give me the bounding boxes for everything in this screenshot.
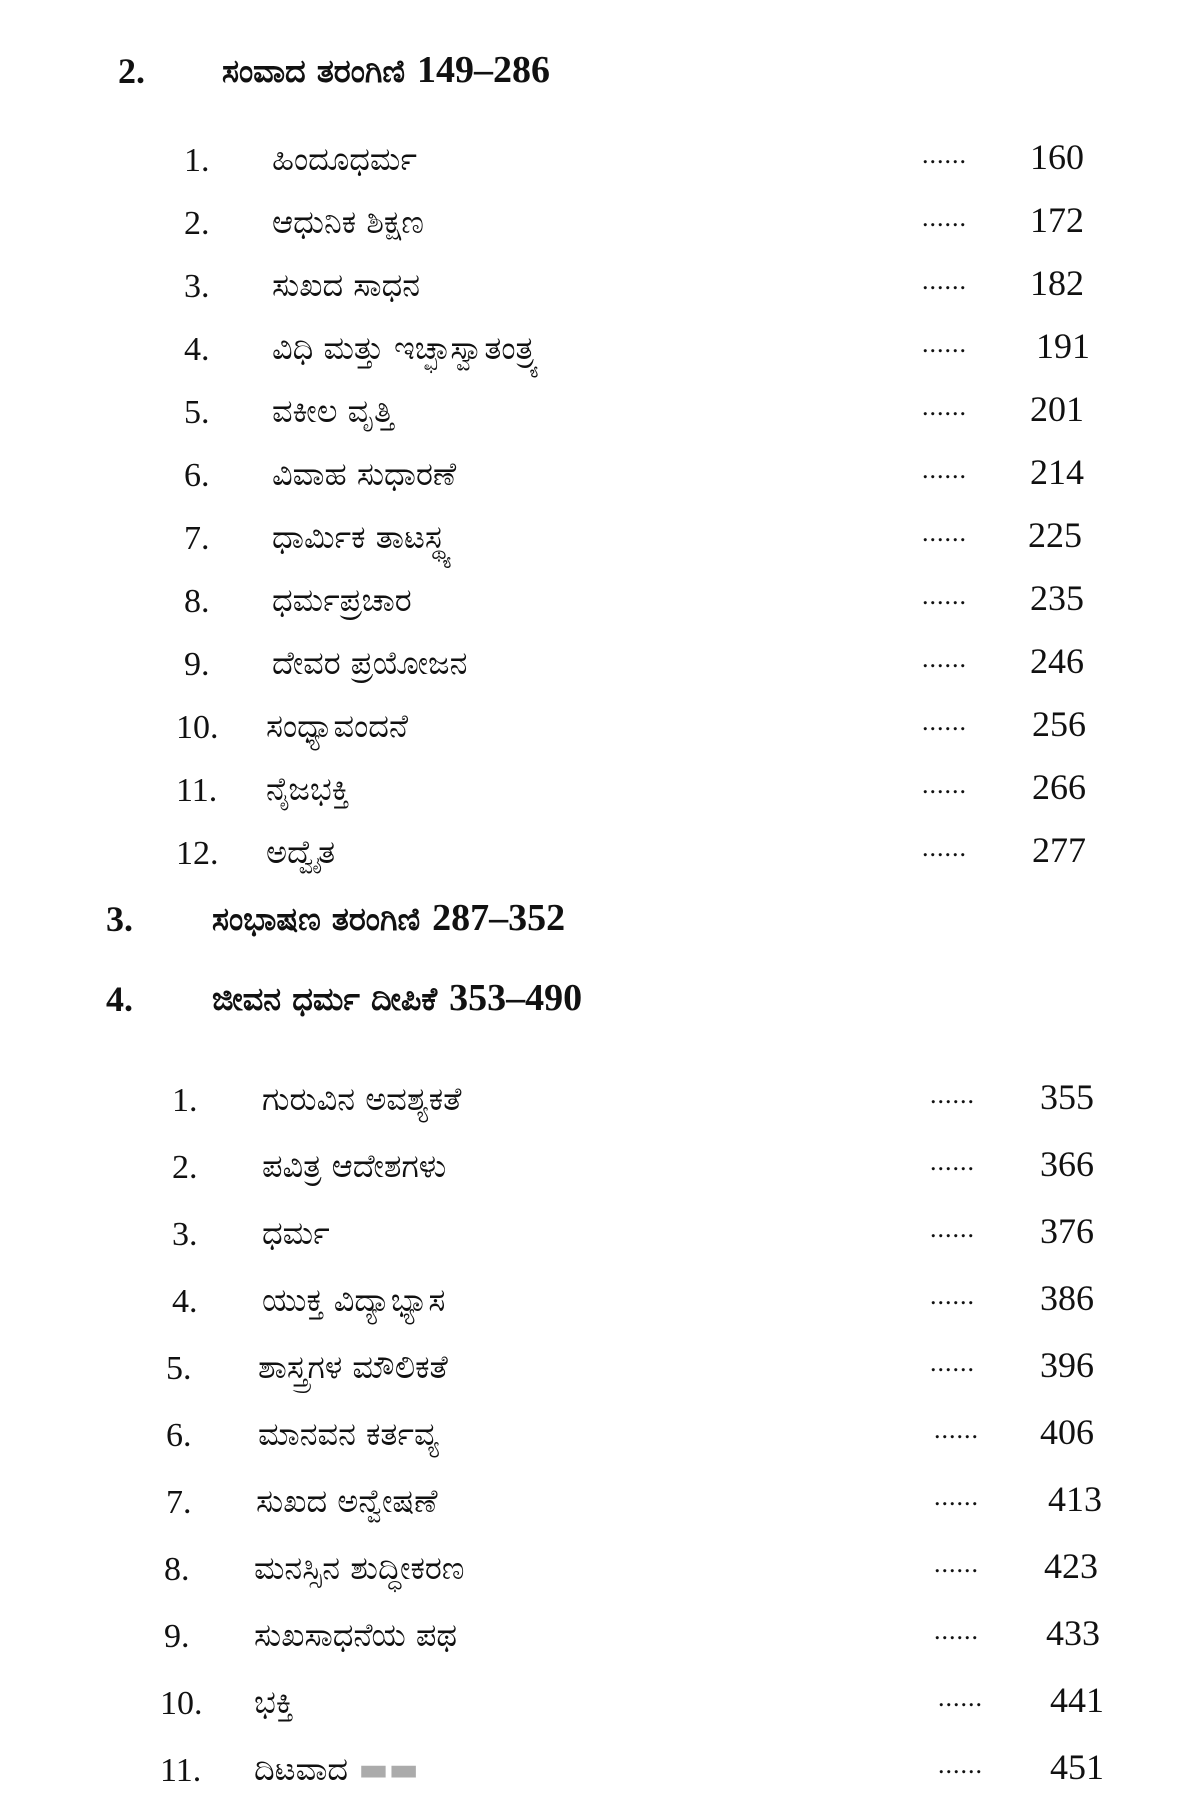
entry-number: 9. xyxy=(184,646,210,683)
leader-dots: ...... xyxy=(934,1482,979,1511)
section-page-range: 149–286 xyxy=(417,49,551,91)
leader-dots: ...... xyxy=(922,833,967,862)
entry-page-number: 201 xyxy=(1030,389,1084,429)
entry-number: 12. xyxy=(176,835,219,872)
entry-page-number: 235 xyxy=(1030,578,1084,618)
entry-number: 11. xyxy=(160,1752,202,1789)
list-item xyxy=(0,1738,1200,1805)
entry-number: 6. xyxy=(166,1417,192,1454)
section-entries xyxy=(0,128,1200,884)
section-title xyxy=(212,896,565,940)
entry-number: 7. xyxy=(184,520,210,557)
section-2 xyxy=(0,40,1200,884)
entry-page-number: 225 xyxy=(1028,515,1082,555)
entry-title: ಭಕ್ತಿ xyxy=(254,1683,294,1721)
section-number: 3. xyxy=(106,899,133,939)
entry-number: 3. xyxy=(172,1216,198,1253)
list-item xyxy=(0,695,1200,758)
entry-number: 11. xyxy=(176,772,218,809)
entry-title: ಸುಖದ ಅನ್ವೇಷಣೆ xyxy=(256,1482,438,1520)
entry-title: ನೈಜಭಕ್ತಿ xyxy=(266,770,350,808)
section-title-text: ಸಂವಾದ ತರಂಗಿಣಿ xyxy=(222,52,406,90)
section-number: 4. xyxy=(106,979,133,1019)
entry-page-number: 396 xyxy=(1040,1345,1094,1385)
entry-number: 9. xyxy=(164,1618,190,1655)
leader-dots: ...... xyxy=(922,770,967,799)
entry-number: 5. xyxy=(184,394,210,431)
entry-page-number: 413 xyxy=(1048,1479,1102,1519)
list-item xyxy=(0,1202,1200,1269)
entry-page-number: 266 xyxy=(1032,767,1086,807)
entry-page-number: 386 xyxy=(1040,1278,1094,1318)
entry-page-number: 406 xyxy=(1040,1412,1094,1452)
list-item xyxy=(0,128,1200,191)
entry-page-number: 441 xyxy=(1050,1680,1104,1720)
list-item xyxy=(0,1068,1200,1135)
list-item xyxy=(0,1604,1200,1671)
entry-title: ಪವಿತ್ರ ಆದೇಶಗಳು xyxy=(262,1147,447,1185)
entry-title: ಸುಖದ ಸಾಧನ xyxy=(272,266,421,304)
list-item xyxy=(0,569,1200,632)
smudged-text-mark: ▬▬ xyxy=(348,1750,419,1788)
leader-dots: ...... xyxy=(922,518,967,547)
entry-number: 10. xyxy=(160,1685,203,1722)
leader-dots: ...... xyxy=(922,140,967,169)
entry-number: 4. xyxy=(184,331,210,368)
list-item xyxy=(0,443,1200,506)
leader-dots: ...... xyxy=(930,1348,975,1377)
entry-number: 3. xyxy=(184,268,210,305)
leader-dots: ...... xyxy=(922,707,967,736)
entry-page-number: 423 xyxy=(1044,1546,1098,1586)
section-heading xyxy=(0,968,1200,1028)
entry-page-number: 246 xyxy=(1030,641,1084,681)
entry-number: 2. xyxy=(184,205,210,242)
section-page-range: 353–490 xyxy=(449,977,583,1019)
list-item xyxy=(0,1403,1200,1470)
entry-title: ಮನಸ್ಸಿನ ಶುದ್ಧೀಕರಣ xyxy=(254,1549,465,1587)
list-item xyxy=(0,758,1200,821)
entry-page-number: 172 xyxy=(1030,200,1084,240)
entry-title: ವಿಧಿ ಮತ್ತು ಇಚ್ಛಾಸ್ವಾತಂತ್ರ್ಯ xyxy=(272,329,540,367)
entry-title: ಅದ್ವೈತ xyxy=(266,833,336,871)
leader-dots: ...... xyxy=(938,1683,983,1712)
list-item xyxy=(0,1336,1200,1403)
section-title xyxy=(222,48,550,92)
entry-number: 6. xyxy=(184,457,210,494)
entry-page-number: 160 xyxy=(1030,137,1084,177)
entry-title: ಆಧುನಿಕ ಶಿಕ್ಷಣ xyxy=(272,203,424,241)
entry-number: 8. xyxy=(164,1551,190,1588)
leader-dots: ...... xyxy=(934,1549,979,1578)
entry-number: 2. xyxy=(172,1149,198,1186)
list-item xyxy=(0,821,1200,884)
leader-dots: ...... xyxy=(922,203,967,232)
section-page-range: 287–352 xyxy=(432,897,566,939)
entry-number: 1. xyxy=(184,142,210,179)
leader-dots: ...... xyxy=(930,1147,975,1176)
list-item xyxy=(0,1537,1200,1604)
entry-page-number: 277 xyxy=(1032,830,1086,870)
entry-number: 4. xyxy=(172,1283,198,1320)
entry-page-number: 191 xyxy=(1036,326,1090,366)
section-4 xyxy=(0,968,1200,1805)
section-entries xyxy=(0,1068,1200,1805)
list-item xyxy=(0,380,1200,443)
list-item xyxy=(0,1470,1200,1537)
entry-title: ಧರ್ಮಪ್ರಚಾರ xyxy=(272,581,412,619)
section-number: 2. xyxy=(118,51,145,91)
entry-number: 1. xyxy=(172,1082,198,1119)
entry-title: ಯುಕ್ತ ವಿದ್ಯಾಭ್ಯಾಸ xyxy=(262,1281,446,1319)
leader-dots: ...... xyxy=(934,1415,979,1444)
leader-dots: ...... xyxy=(930,1214,975,1243)
leader-dots: ...... xyxy=(922,329,967,358)
entry-number: 8. xyxy=(184,583,210,620)
list-item xyxy=(0,191,1200,254)
section-title-text: ಜೀವನ ಧರ್ಮ ದೀಪಿಕೆ xyxy=(212,980,438,1018)
entry-page-number: 182 xyxy=(1030,263,1084,303)
leader-dots: ...... xyxy=(922,266,967,295)
entry-title: ಮಾನವನ ಕರ್ತವ್ಯ xyxy=(258,1415,439,1453)
entry-page-number: 376 xyxy=(1040,1211,1094,1251)
entry-title: ವಿವಾಹ ಸುಧಾರಣೆ xyxy=(272,455,457,493)
section-title xyxy=(212,976,582,1020)
entry-number: 10. xyxy=(176,709,219,746)
entry-title xyxy=(254,1750,419,1789)
list-item xyxy=(0,1135,1200,1202)
entry-title: ಸುಖಸಾಧನೆಯ ಪಥ xyxy=(254,1616,458,1654)
list-item xyxy=(0,632,1200,695)
entry-page-number: 256 xyxy=(1032,704,1086,744)
leader-dots: ...... xyxy=(930,1281,975,1310)
entry-page-number: 355 xyxy=(1040,1077,1094,1117)
leader-dots: ...... xyxy=(922,455,967,484)
entry-number: 5. xyxy=(166,1350,192,1387)
entry-title: ಸಂಧ್ಯಾವಂದನೆ xyxy=(266,707,409,745)
entry-title: ಶಾಸ್ತ್ರಗಳ ಮೌಲಿಕತೆ xyxy=(258,1348,448,1386)
entry-title: ವಕೀಲ ವೃತ್ತಿ xyxy=(272,392,394,430)
section-heading xyxy=(0,40,1200,100)
entry-title: ಗುರುವಿನ ಅವಶ್ಯಕತೆ xyxy=(262,1080,462,1118)
leader-dots: ...... xyxy=(922,581,967,610)
entry-page-number: 366 xyxy=(1040,1144,1094,1184)
leader-dots: ...... xyxy=(922,644,967,673)
entry-title-text: ದಿಟವಾದ xyxy=(254,1750,349,1788)
entry-title: ಧಾರ್ಮಿಕ ತಾಟಸ್ಥ್ಯ xyxy=(272,518,451,556)
leader-dots: ...... xyxy=(922,392,967,421)
leader-dots: ...... xyxy=(938,1750,983,1779)
entry-title: ಧರ್ಮ xyxy=(262,1214,330,1252)
entry-page-number: 451 xyxy=(1050,1747,1104,1787)
entry-page-number: 433 xyxy=(1046,1613,1100,1653)
section-heading xyxy=(0,888,1200,948)
list-item xyxy=(0,1269,1200,1336)
list-item xyxy=(0,1671,1200,1738)
leader-dots: ...... xyxy=(930,1080,975,1109)
entry-title: ದೇವರ ಪ್ರಯೋಜನ xyxy=(272,644,468,682)
list-item xyxy=(0,317,1200,380)
list-item xyxy=(0,254,1200,317)
entry-title: ಹಿಂದೂಧರ್ಮ xyxy=(272,140,417,178)
section-title-text: ಸಂಭಾಷಣ ತರಂಗಿಣಿ xyxy=(212,900,421,938)
entry-page-number: 214 xyxy=(1030,452,1084,492)
section-3 xyxy=(0,888,1200,948)
leader-dots: ...... xyxy=(934,1616,979,1645)
entry-number: 7. xyxy=(166,1484,192,1521)
list-item xyxy=(0,506,1200,569)
